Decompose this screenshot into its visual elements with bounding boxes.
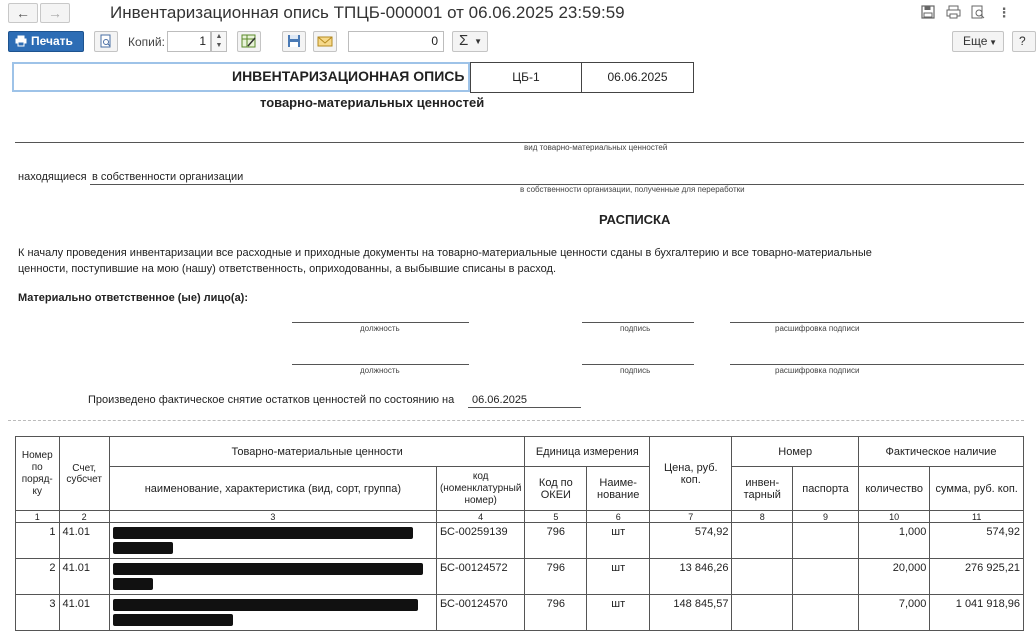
cell-sum: 1 041 918,96 bbox=[930, 595, 1024, 631]
page-setup-button[interactable] bbox=[94, 31, 118, 52]
sigma-icon: Σ bbox=[459, 32, 469, 49]
responsible-label: Материально ответственное (ые) лицо(а): bbox=[18, 292, 249, 304]
kind-caption: вид товарно-материальных ценностей bbox=[524, 143, 668, 152]
printer-icon bbox=[15, 35, 27, 47]
col-number: 3 bbox=[109, 511, 436, 523]
doc-title: ИНВЕНТАРИЗАЦИОННАЯ ОПИСЬ bbox=[232, 68, 465, 84]
position-line-2 bbox=[292, 364, 469, 365]
cell-sum: 574,92 bbox=[930, 523, 1024, 559]
signature-caption-2: подпись bbox=[620, 366, 651, 375]
receipt-title: РАСПИСКА bbox=[599, 212, 671, 227]
back-button[interactable] bbox=[8, 3, 38, 23]
table-row[interactable] bbox=[16, 595, 1024, 631]
inventory-table bbox=[15, 436, 1024, 631]
window-title: Инвентаризационная опись ТПЦБ-000001 от 06.06.2025 23:59:59 bbox=[110, 3, 625, 22]
col-header-name: наименование, характеристика (вид, сорт, группа) bbox=[109, 467, 436, 511]
form-code-box bbox=[470, 62, 582, 93]
envelope-icon bbox=[314, 32, 336, 51]
toolbar bbox=[0, 28, 1024, 56]
floppy-icon bbox=[283, 32, 305, 51]
cell-passport bbox=[793, 595, 859, 631]
stocktake-date-line bbox=[468, 407, 581, 408]
more-button-label: Еще bbox=[963, 34, 988, 48]
col-number: 6 bbox=[587, 511, 650, 523]
cell-code: БС-00259139 bbox=[436, 523, 524, 559]
window-titlebar bbox=[0, 0, 1024, 28]
chevron-down-icon: ▼ bbox=[474, 37, 482, 46]
page-preview-icon bbox=[95, 32, 117, 51]
cell-name-redacted bbox=[109, 523, 436, 559]
col-number: 1 bbox=[16, 511, 60, 523]
col-header-account: Счет, субсчет bbox=[59, 437, 109, 511]
cell-okei: 796 bbox=[525, 523, 587, 559]
more-button[interactable] bbox=[952, 31, 1004, 52]
sum-field: 0 bbox=[348, 31, 444, 52]
doc-subtitle: товарно-материальных ценностей bbox=[260, 95, 485, 110]
redaction-mark bbox=[113, 542, 173, 554]
document-area bbox=[0, 58, 1024, 610]
redaction-mark bbox=[113, 563, 423, 575]
col-number: 2 bbox=[59, 511, 109, 523]
receipt-text-line-1: К началу проведения инвентаризации все расходные и приходные документы на товарно-материальные ценности сданы в бухгалтерию и все товарно-материальные bbox=[18, 247, 872, 259]
doc-date-box bbox=[581, 62, 694, 93]
arrow-left-icon: ← bbox=[16, 5, 30, 21]
cell-account: 41.01 bbox=[59, 595, 109, 631]
arrow-right-icon: → bbox=[48, 5, 62, 21]
cell-qty: 7,000 bbox=[858, 595, 929, 631]
located-label: находящиеся bbox=[18, 171, 87, 183]
col-header-passport: паспорта bbox=[793, 467, 859, 511]
cell-name-redacted bbox=[109, 559, 436, 595]
edit-report-button[interactable] bbox=[237, 31, 261, 52]
receipt-text-line-2: ценности, поступившие на мою (нашу) ответственность, оприходованны, а выбывшие списаны в расход. bbox=[18, 263, 557, 275]
position-line-1 bbox=[292, 322, 469, 323]
col-number: 4 bbox=[436, 511, 524, 523]
cell-inv bbox=[732, 559, 793, 595]
cell-unit: шт bbox=[587, 595, 650, 631]
cell-code: БС-00124572 bbox=[436, 559, 524, 595]
col-header-goods: Товарно-материальные ценности bbox=[109, 437, 525, 467]
table-row[interactable] bbox=[16, 559, 1024, 595]
cell-name-redacted bbox=[109, 595, 436, 631]
col-header-okei: Код по ОКЕИ bbox=[525, 467, 587, 511]
cell-inv bbox=[732, 595, 793, 631]
position-caption-1: должность bbox=[360, 324, 400, 333]
col-header-unitname: Наиме-нование bbox=[587, 467, 650, 511]
col-header-number: Номер bbox=[732, 437, 859, 467]
col-header-num: Номер по поряд-ку bbox=[16, 437, 60, 511]
column-numbers-row bbox=[16, 511, 1024, 523]
cell-inv bbox=[732, 523, 793, 559]
cell-okei: 796 bbox=[525, 559, 587, 595]
help-button[interactable]: ? bbox=[1012, 31, 1036, 52]
cell-okei: 796 bbox=[525, 595, 587, 631]
more-vertical-icon[interactable]: ⋮ bbox=[997, 5, 1011, 20]
cell-passport bbox=[793, 523, 859, 559]
decoding-caption-1: расшифровка подписи bbox=[775, 324, 860, 333]
table-header-row-1 bbox=[16, 437, 1024, 467]
located-caption: в собственности организации, полученные для переработки bbox=[520, 185, 745, 194]
cell-unit: шт bbox=[587, 559, 650, 595]
chevron-down-icon: ▼ bbox=[989, 38, 997, 47]
cell-passport bbox=[793, 559, 859, 595]
redaction-mark bbox=[113, 527, 413, 539]
signature-line-2 bbox=[582, 364, 694, 365]
col-header-code: код (номенклатурный номер) bbox=[436, 467, 524, 511]
cell-num: 2 bbox=[16, 559, 60, 595]
save-icon[interactable] bbox=[920, 5, 936, 21]
copies-label: Копий: bbox=[128, 35, 165, 49]
table-header-row-2 bbox=[16, 467, 1024, 511]
doc-date: 06.06.2025 bbox=[607, 70, 668, 84]
cell-price: 148 845,57 bbox=[650, 595, 732, 631]
decoding-line-2 bbox=[730, 364, 1024, 365]
redaction-mark bbox=[113, 578, 153, 590]
stocktake-date: 06.06.2025 bbox=[472, 394, 528, 406]
decoding-caption-2: расшифровка подписи bbox=[775, 366, 860, 375]
col-number: 11 bbox=[930, 511, 1024, 523]
print-button[interactable] bbox=[8, 31, 84, 52]
located-value: в собственности организации bbox=[92, 171, 244, 183]
stepper-up-icon[interactable]: ▲ bbox=[215, 33, 223, 40]
cell-account: 41.01 bbox=[59, 559, 109, 595]
edit-table-icon bbox=[238, 32, 260, 51]
col-header-sum: сумма, руб. коп. bbox=[930, 467, 1024, 511]
position-caption-2: должность bbox=[360, 366, 400, 375]
printer-icon[interactable] bbox=[945, 5, 961, 21]
cell-price: 574,92 bbox=[650, 523, 732, 559]
redaction-mark bbox=[113, 599, 418, 611]
stepper-down-icon[interactable]: ▼ bbox=[215, 42, 223, 49]
kind-line bbox=[15, 142, 1024, 143]
cell-code: БС-00124570 bbox=[436, 595, 524, 631]
col-header-price: Цена, руб. коп. bbox=[650, 437, 732, 511]
print-button-label: Печать bbox=[31, 34, 73, 48]
stocktake-label: Произведено фактическое снятие остатков ценностей по состоянию на bbox=[88, 394, 455, 406]
table-row[interactable] bbox=[16, 523, 1024, 559]
signature-line-1 bbox=[582, 322, 694, 323]
col-number: 10 bbox=[858, 511, 929, 523]
redaction-mark bbox=[113, 614, 233, 626]
cell-qty: 20,000 bbox=[858, 559, 929, 595]
preview-icon[interactable] bbox=[970, 5, 986, 21]
col-header-actual: Фактическое наличие bbox=[858, 437, 1023, 467]
signature-caption-1: подпись bbox=[620, 324, 651, 333]
save-button[interactable] bbox=[282, 31, 306, 52]
col-number: 7 bbox=[650, 511, 732, 523]
forward-button[interactable] bbox=[40, 3, 70, 23]
cell-account: 41.01 bbox=[59, 523, 109, 559]
col-number: 8 bbox=[732, 511, 793, 523]
copies-input[interactable]: 1 bbox=[167, 31, 211, 52]
copies-stepper[interactable] bbox=[211, 31, 227, 52]
cell-price: 13 846,26 bbox=[650, 559, 732, 595]
col-number: 5 bbox=[525, 511, 587, 523]
decoding-line-1 bbox=[730, 322, 1024, 323]
cell-num: 1 bbox=[16, 523, 60, 559]
cell-num: 3 bbox=[16, 595, 60, 631]
col-number: 9 bbox=[793, 511, 859, 523]
send-email-button[interactable] bbox=[313, 31, 337, 52]
col-header-qty: количество bbox=[858, 467, 929, 511]
page-separator bbox=[8, 420, 1024, 421]
sum-button[interactable] bbox=[452, 31, 488, 52]
form-code: ЦБ-1 bbox=[512, 70, 540, 84]
cell-qty: 1,000 bbox=[858, 523, 929, 559]
col-header-inv: инвен-тарный bbox=[732, 467, 793, 511]
cell-sum: 276 925,21 bbox=[930, 559, 1024, 595]
col-header-unit: Единица измерения bbox=[525, 437, 650, 467]
cell-unit: шт bbox=[587, 523, 650, 559]
